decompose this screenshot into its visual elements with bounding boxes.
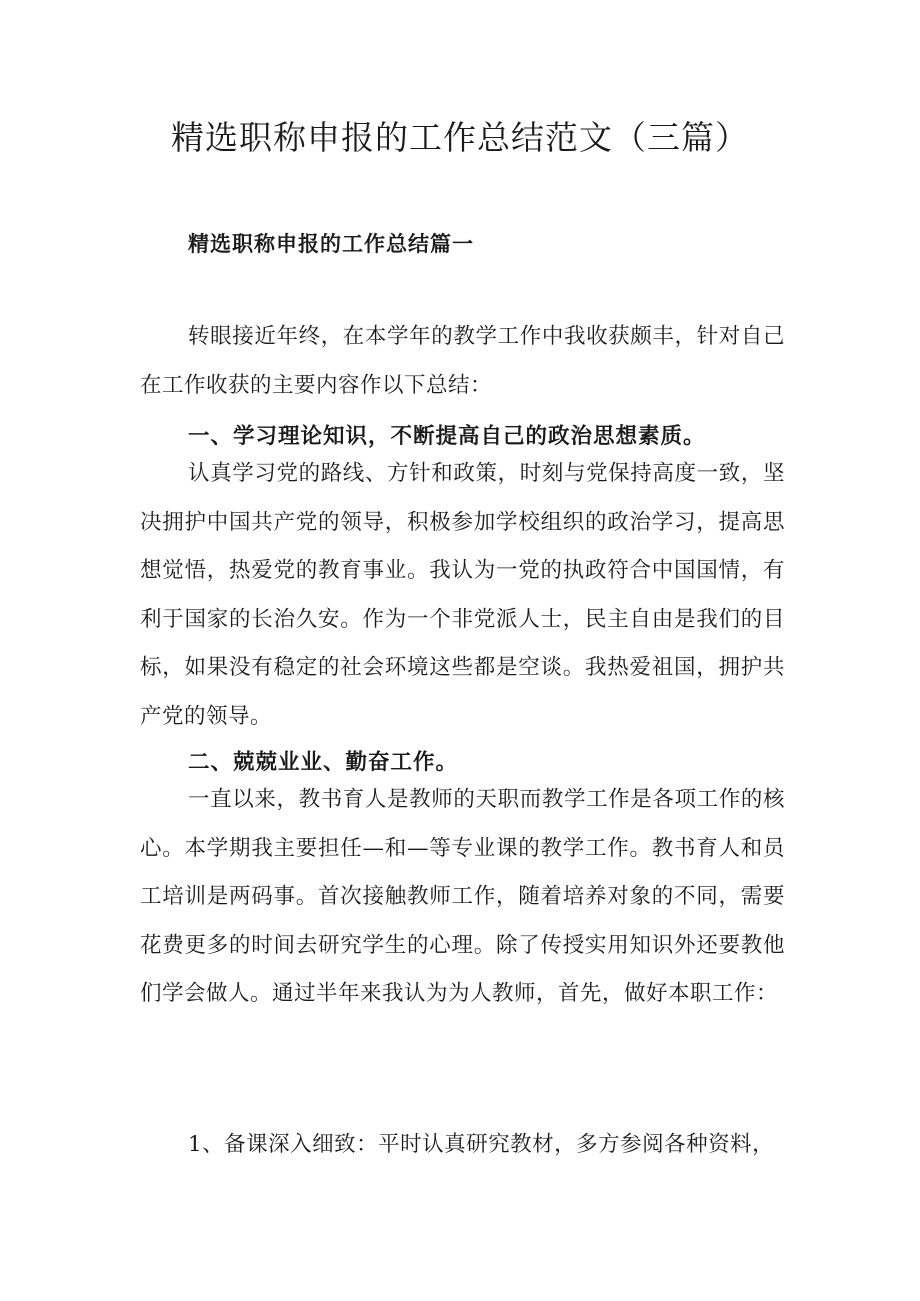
intro-paragraph: 转眼接近年终，在本学年的教学工作中我收获颇丰，针对自己在工作收获的主要内容作以下总结： (140, 324, 785, 398)
heading-one: 一、学习理论知识，不断提高自己的政治思想素质。 (188, 424, 706, 449)
document-title: 精选职称申报的工作总结范文（三篇） (171, 118, 749, 157)
heading-two: 二、兢兢业业、勤奋工作。 (188, 750, 459, 775)
paragraph-two: 一直以来，教书育人是教师的天职而教学工作是各项工作的核心。本学期我主要担任—和—等专业课的教学工作。教书育人和员工培训是两码事。首次接触教师工作，随着培养对象的不同，需要花费更多的时间去研究学生的心理。除了传授实用知识外还要教他们学会做人。通过半年来我认为为人教师，首先，做好本职工作： (140, 787, 785, 1006)
section-subtitle: 精选职称申报的工作总结篇一 (188, 232, 474, 256)
list-item-one: 1、备课深入细致：平时认真研究教材，多方参阅各种资料， (188, 1132, 775, 1157)
paragraph-one: 认真学习党的路线、方针和政策，时刻与党保持高度一致，坚决拥护中国共产党的领导，积极参加学校组织的政治学习，提高思想觉悟，热爱党的教育事业。我认为一党的执政符合中国国情，有利于国家的长治久安。作为一个非党派人士，民主自由是我们的目标，如果没有稳定的社会环境这些都是空谈。我热爱祖国，拥护共产党的领导。 (140, 461, 785, 729)
